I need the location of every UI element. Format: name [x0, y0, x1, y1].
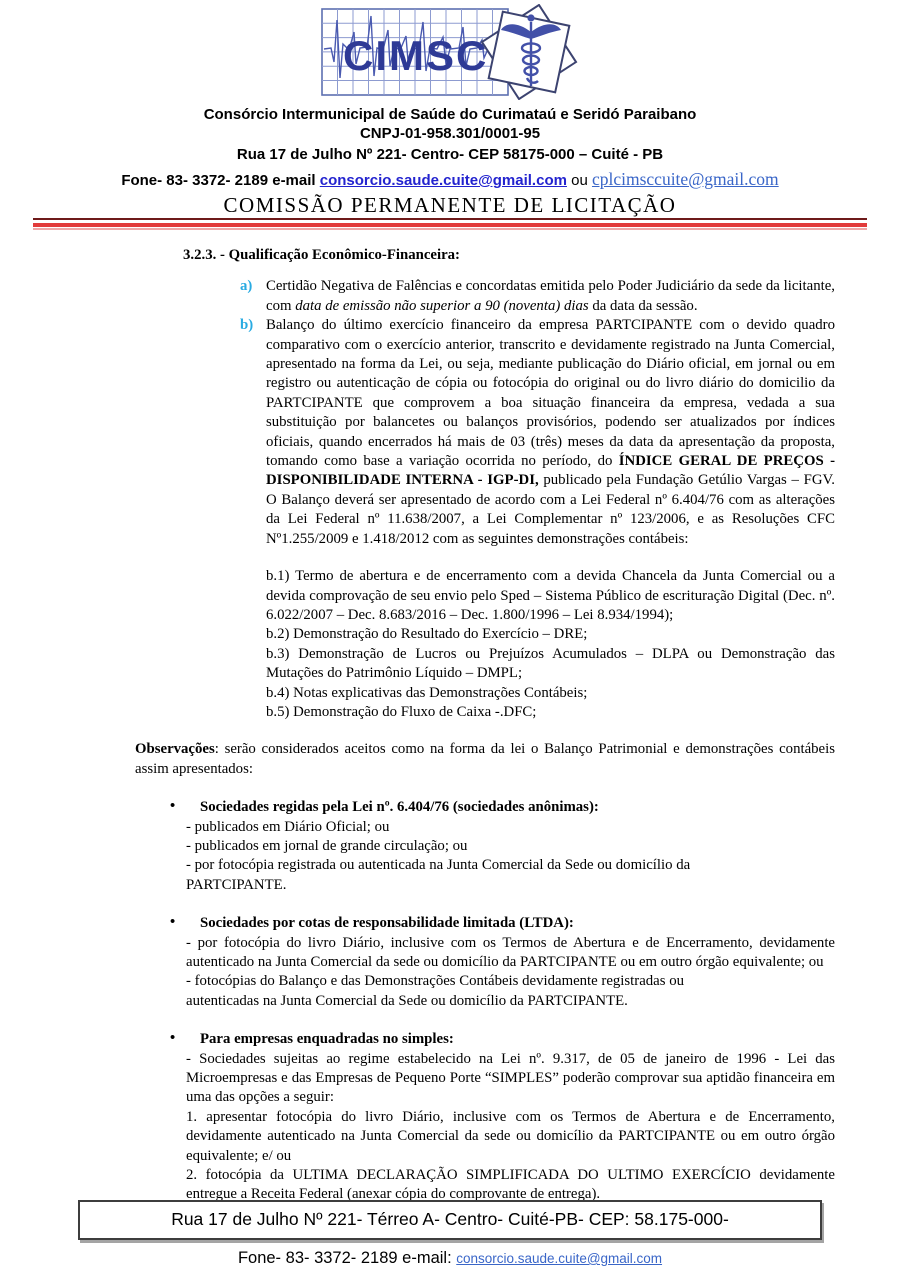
org-name: Consórcio Intermunicipal de Saúde do Curimataú e Seridó Paraibano	[203, 106, 697, 123]
sub-item-b2: b.2) Demonstração do Resultado do Exercício – DRE;	[266, 626, 588, 643]
item-a-italic-text: data de emissão não superior a 90 (noventa) dias	[295, 297, 589, 314]
committee-title: COMISSÃO PERMANENTE DE LICITAÇÃO	[223, 193, 677, 217]
footer-address-box: Rua 17 de Julho Nº 221- Térreo A- Centro- Cuité-PB- CEP: 58.175-000-	[78, 1200, 822, 1240]
item-b-text-end: publicado pela Fundação Getúlio Vargas – FGV. O Balanço deverá ser apresentado de acordo com a Lei Federal nº 6.404/76 com as alterações da Lei Federal nº 11.638/2007, a Lei Complementar nº 123/2006, e as Resoluções CFC Nº1.255/2009 e 1.418/2012 com as seguintes demonstrações contábeis:	[266, 472, 835, 547]
bullet-line: - fotocópias do Balanço e das Demonstrações Contábeis devidamente registradas ou	[186, 973, 685, 990]
item-a-text-end: da data da sessão.	[588, 297, 698, 314]
sub-item-b1: b.1) Termo de abertura e de encerramento com a devida Chancela da Junta Comercial ou a devida comprovação de seu envio pelo Sped – Sistema Público de escrituração Digital (Dec. nº. 6.022/2007 – Dec. 8.683/2016 – Dec. 1.800/1996 – Lei 8.934/1994);	[266, 568, 835, 623]
sub-item-b5: b.5) Demonstração do Fluxo de Caixa -.DFC;	[266, 703, 537, 720]
footer-email-link[interactable]: consorcio.saude.cuite@gmail.com	[456, 1251, 663, 1266]
cimsc-logo	[321, 4, 579, 100]
sub-item-b3: b.3) Demonstração de Lucros ou Prejuízos Acumulados – DLPA ou Demonstração das Mutações do Patrimônio Líquido – DMPL;	[266, 645, 835, 682]
sub-item-list	[240, 567, 835, 722]
email-link-secondary[interactable]: cplcimsccuite@gmail.com	[591, 169, 779, 189]
logo-acronym: CIMSC	[343, 32, 489, 79]
email-link-primary[interactable]: consorcio.saude.cuite@gmail.com	[319, 172, 567, 189]
footer-phone-label: Fone- 83- 3372- 2189 e-mail:	[237, 1249, 457, 1267]
bullet-item-simples	[168, 1030, 835, 1205]
bullet-list	[168, 798, 835, 1205]
bullet-line: - por fotocópia do livro Diário, inclusive com os Termos de Abertura e de Encerramento, devidamente autenticado na Junta Comercial da sede ou domicílio da PARTCIPANTE ou em outro órgão equivalente; ou	[186, 934, 835, 970]
bullet-icon: •	[170, 914, 176, 931]
document-body	[0, 246, 900, 1205]
header-divider	[33, 218, 867, 230]
list-item-a	[240, 277, 835, 316]
bullet-line: 2. fotocópia da ULTIMA DECLARAÇÃO SIMPLIFICADA DO ULTIMO EXERCÍCIO devidamente entregue a Receita Federal (anexar cópia do comprovante de entrega).	[186, 1167, 835, 1203]
lettered-list	[240, 277, 835, 722]
item-b-marker: b)	[240, 317, 254, 334]
observations-paragraph	[135, 740, 835, 779]
section-title: 3.2.3. - Qualificação Econômico-Financeira:	[183, 247, 460, 263]
bullet-item-sa	[168, 798, 835, 895]
org-cnpj: CNPJ-01-958.301/0001-95	[359, 125, 541, 142]
bullet-title: Sociedades por cotas de responsabilidade limitada (LTDA):	[200, 915, 574, 932]
bullet-line: autenticadas na Junta Comercial da Sede ou domicílio da PARTCIPANTE.	[186, 992, 628, 1009]
footer-contact-line	[0, 1249, 900, 1268]
item-b-bold-text: ÍNDICE GERAL DE PREÇOS - DISPONIBILIDADE INTERNA - IGP-DI,	[266, 453, 835, 489]
org-address: Rua 17 de Julho Nº 221- Centro- CEP 58175-000 – Cuité - PB	[236, 146, 664, 163]
letterhead	[0, 4, 900, 230]
sub-item-b4: b.4) Notas explicativas das Demonstrações Contábeis;	[266, 684, 588, 701]
item-a-marker: a)	[240, 278, 253, 295]
bullet-icon: •	[170, 798, 176, 815]
list-item-b	[240, 316, 835, 549]
observations-label: Observações	[135, 741, 215, 758]
phone-label: Fone- 83- 3372- 2189 e-mail	[121, 172, 320, 189]
or-separator: ou	[566, 172, 592, 189]
bullet-title: Para empresas enquadradas no simples:	[200, 1031, 454, 1048]
bullet-line: - publicados em Diário Oficial; ou	[186, 818, 390, 835]
bullet-line: - publicados em jornal de grande circulação; ou	[186, 837, 468, 854]
observations-text: : serão considerados aceitos como na forma da lei o Balanço Patrimonial e demonstrações contábeis assim apresentados:	[135, 741, 835, 777]
bullet-line: PARTCIPANTE.	[186, 876, 287, 893]
bullet-line: - Sociedades sujeitas ao regime estabelecido na Lei nº. 9.317, de 05 de janeiro de 1996 - Lei das Microempresas e das Empresas de Pequeno Porte “SIMPLES” poderão comprovar sua aptidão financeira em uma das opções a seguir:	[186, 1050, 835, 1106]
bullet-title: Sociedades regidas pela Lei nº. 6.404/76 (sociedades anônimas):	[200, 799, 599, 816]
bullet-line: - por fotocópia registrada ou autenticada na Junta Comercial da Sede ou domicílio da	[186, 857, 691, 874]
bullet-item-ltda	[168, 914, 835, 1011]
bullet-line: 1. apresentar fotocópia do livro Diário, inclusive com os Termos de Abertura e de Encerramento, devidamente autenticado na Junta Comercial da sede ou domicílio da PARTCIPANTE ou em outro órgão equivalente; e/ ou	[186, 1108, 835, 1164]
page-footer	[0, 1200, 900, 1268]
bullet-icon: •	[170, 1030, 176, 1047]
org-contact-line	[0, 168, 900, 192]
item-a-text: Certidão Negativa de Falências e concordatas emitida pelo Poder Judiciário da sede da licitante, com	[266, 278, 835, 314]
item-b-text: Balanço do último exercício financeiro da empresa PARTCIPANTE com o devido quadro comparativo com o exercício anterior, transcrito e devidamente registrado na Junta Comercial, apresentado na forma da Lei, ou seja, mediante publicação do Diário oficial, em jornal ou em registro ou autenticação de cópia ou fotocópia do original ou do livro diário do domicilio da PARTCIPANTE que comprovem a boa situação financeira da empresa, vedada a sua substituição por balancetes ou balanços provisórios, podendo ser atualizados por índices oficiais, quando encerrados há mais de 03 (três) meses da data da apresentação da proposta, tomando como base a variação ocorrida no período, do	[266, 317, 835, 470]
